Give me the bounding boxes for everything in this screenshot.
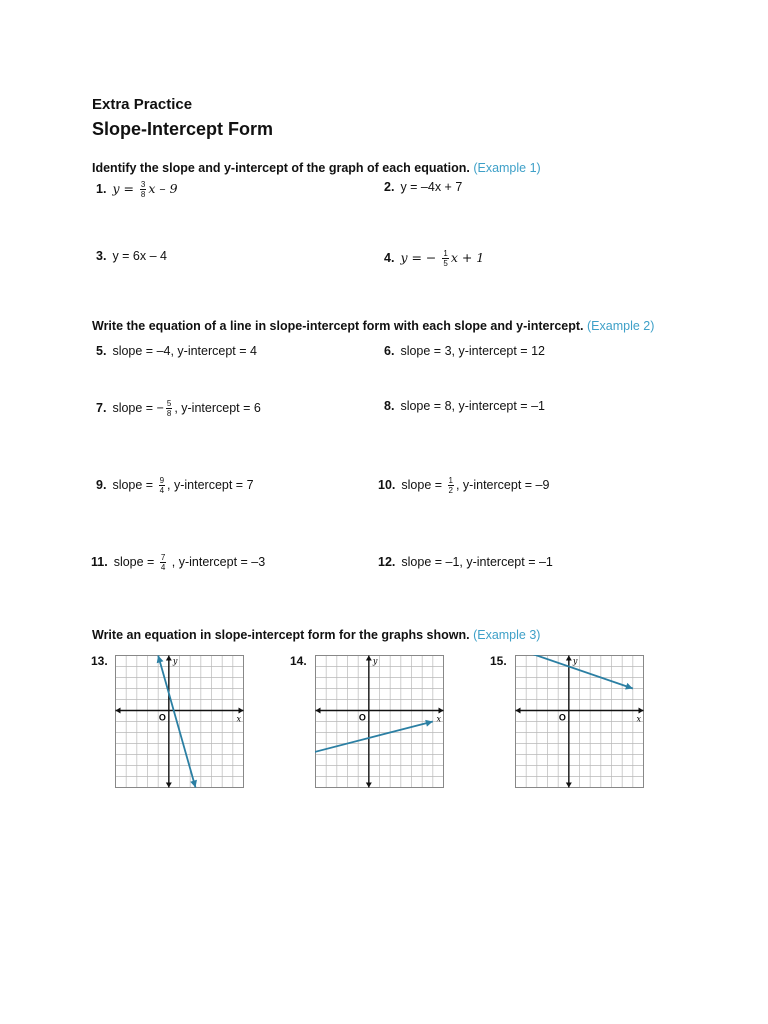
problem-10: 10. slope = $\frac{1}{2}$ , y-intercept = –9	[378, 476, 550, 495]
origin-label: O	[158, 712, 166, 723]
axis-arrowhead	[366, 656, 372, 661]
problem-6: 6. slope = 3, y-intercept = 12	[384, 344, 545, 358]
worksheet-title: Slope-Intercept Form	[92, 119, 274, 139]
axis-arrowhead	[566, 783, 572, 788]
axis-arrowhead	[566, 656, 572, 661]
line-arrowhead	[625, 683, 633, 690]
x-axis-label: x	[636, 714, 642, 724]
graph-15-label: 15.	[490, 654, 507, 668]
instruction-text: Identify the slope and y-intercept of the graph of each equation.	[92, 161, 470, 175]
axis-arrowhead	[239, 708, 244, 714]
graph-14-label: 14.	[290, 654, 307, 668]
origin-label: O	[358, 712, 366, 723]
grid-lines	[316, 656, 444, 788]
problem-11: 11. slope = $\frac{7}{4}$ , y-intercept = –3	[91, 553, 266, 572]
worksheet-subtitle: Extra Practice	[92, 96, 193, 113]
origin-label: O	[558, 712, 566, 723]
graph-svg	[315, 655, 444, 788]
instruction-text: Write the equation of a line in slope-intercept form with each slope and y-intercept.	[92, 319, 584, 333]
problem-3: 3. y = 6x – 4	[96, 249, 167, 263]
axis-arrowhead	[639, 708, 644, 714]
fraction: $\frac{5}{8}$	[166, 399, 172, 418]
fraction: $\frac{1}{2}$	[448, 476, 453, 495]
section3-instruction	[92, 628, 540, 642]
problem-4: 4. y = − $\frac{1}{5}$ x + 1	[384, 249, 485, 268]
example-link[interactable]: (Example 2)	[587, 319, 655, 333]
y-axis-label: y	[372, 656, 378, 666]
coordinate-graph-13	[115, 655, 244, 788]
example-link[interactable]: (Example 3)	[473, 628, 541, 642]
fraction: $\frac{7}{4}$	[160, 553, 166, 572]
problem-8: 8. slope = 8, y-intercept = –1	[384, 399, 545, 413]
axis-arrowhead	[516, 708, 521, 714]
axis-arrowhead	[116, 708, 121, 714]
problem-1: 1. y = $\frac{3}{8}$ x – 9	[96, 180, 178, 199]
x-axis-label: x	[236, 714, 242, 724]
graph-svg	[115, 655, 244, 788]
grid-lines	[516, 656, 644, 788]
axis-arrowhead	[316, 708, 321, 714]
y-axis-label: y	[572, 656, 578, 666]
x-axis-label: x	[436, 714, 442, 724]
fraction: $\frac{9}{4}$	[159, 476, 165, 495]
problem-7: 7. slope = − $\frac{5}{8}$ , y-intercept = 6	[96, 399, 261, 418]
fraction: $\frac{3}{8}$	[140, 180, 146, 199]
instruction-text: Write an equation in slope-intercept form for the graphs shown.	[92, 628, 470, 642]
coordinate-graph-15	[515, 655, 644, 788]
axis-arrowhead	[166, 783, 172, 788]
problem-9: 9. slope = $\frac{9}{4}$ , y-intercept = 7	[96, 476, 254, 495]
problem-5: 5. slope = –4, y-intercept = 4	[96, 344, 257, 358]
fraction: $\frac{1}{5}$	[443, 249, 448, 268]
graph-line	[315, 722, 433, 755]
graph-13-label: 13.	[91, 654, 108, 668]
y-axis-label: y	[172, 656, 178, 666]
section2-instruction	[92, 319, 654, 333]
coordinate-graph-14	[315, 655, 444, 788]
axis-arrowhead	[439, 708, 444, 714]
problem-2: 2. y = –4x + 7	[384, 180, 463, 194]
example-link[interactable]: (Example 1)	[473, 161, 541, 175]
graph-svg	[515, 655, 644, 788]
grid-lines	[116, 656, 244, 788]
axis-arrowhead	[166, 656, 172, 661]
problem-12: 12. slope = –1, y-intercept = –1	[378, 555, 553, 569]
section1-instruction	[92, 161, 541, 175]
axis-arrowhead	[366, 783, 372, 788]
